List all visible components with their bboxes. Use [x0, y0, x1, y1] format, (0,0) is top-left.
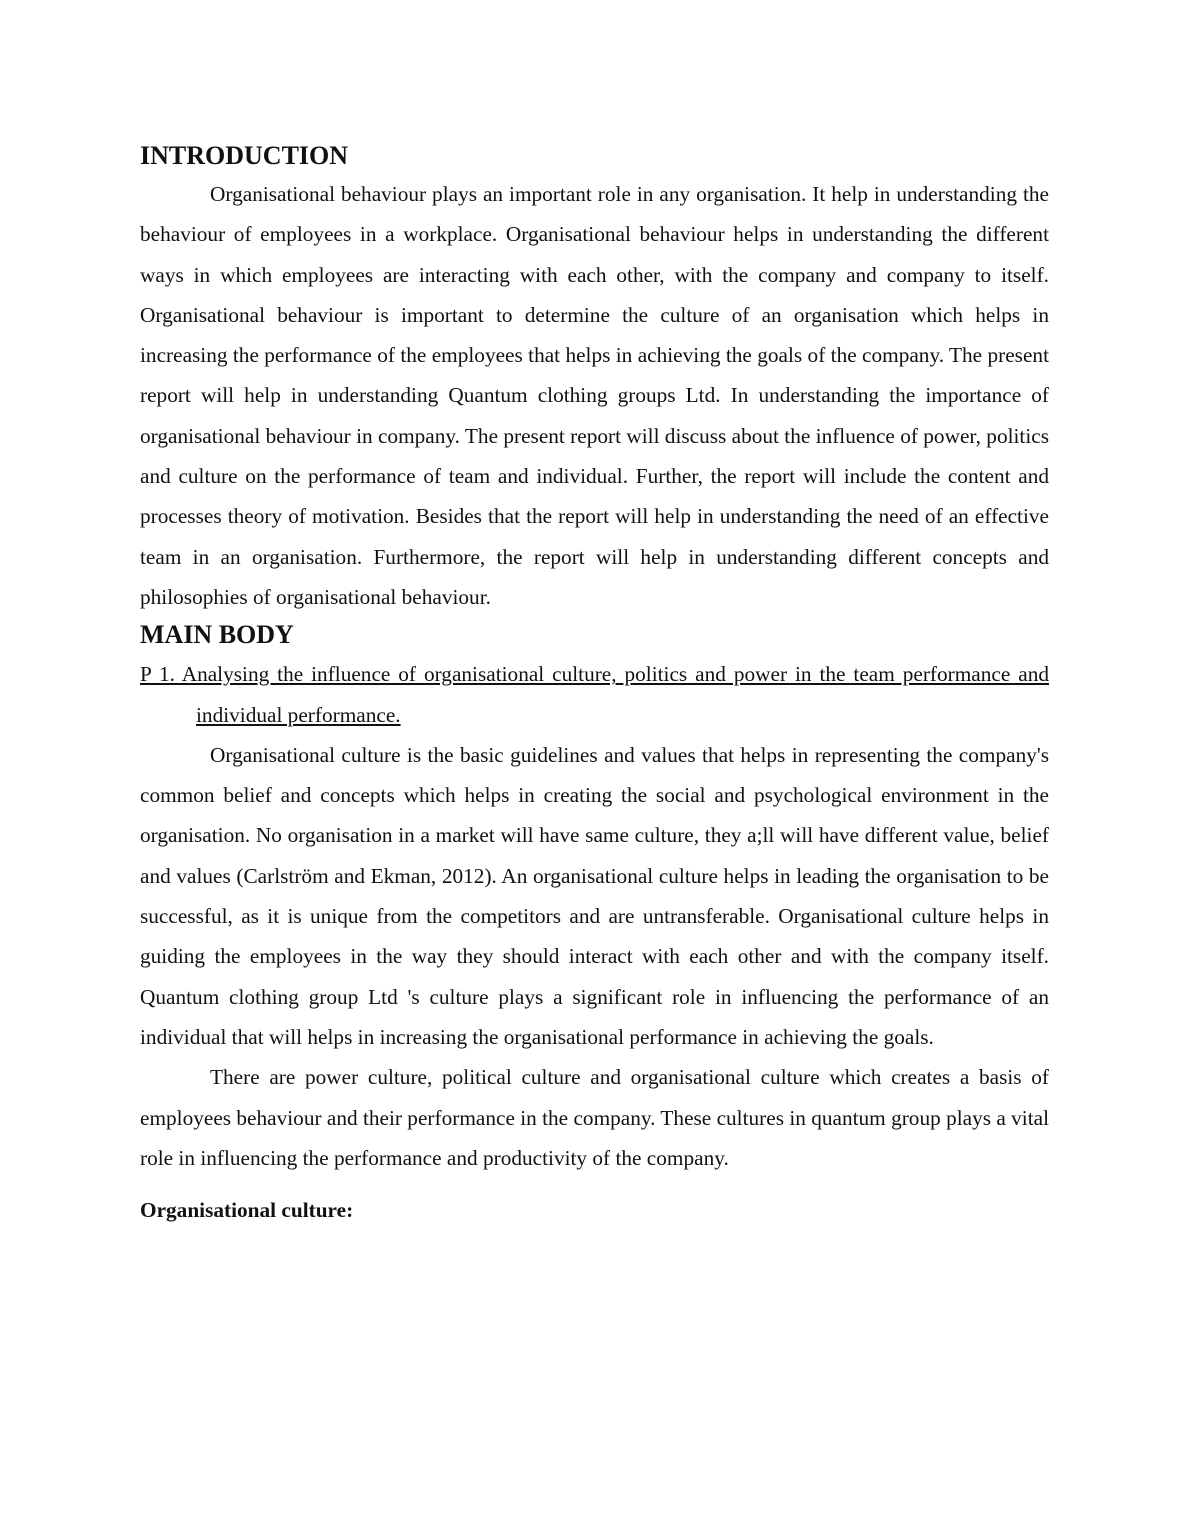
document-page	[140, 138, 1049, 1230]
intro-paragraph: Organisational behaviour plays an important role in any organisation. It help in understanding the behaviour of employees in a workplace. Organisational behaviour helps in understanding the different ways in which employees are interacting with each other, with the company and company to itself. Organisational behaviour is important to determine the culture of an organisation which helps in increasing the performance of the employees that helps in achieving the goals of the company. The present report will help in understanding Quantum clothing groups Ltd. In understanding the importance of organisational behaviour in company. The present report will discuss about the influence of power, politics and culture on the performance of team and individual. Further, the report will include the content and processes theory of motivation. Besides that the report will help in understanding the need of an effective team in an organisation. Furthermore, the report will help in understanding different concepts and philosophies of organisational behaviour.	[140, 182, 1049, 609]
main-body-heading: MAIN BODY	[140, 620, 294, 650]
intro-heading: INTRODUCTION	[140, 141, 349, 170]
organisational-culture-heading: Organisational culture:	[140, 1198, 354, 1223]
p1-subheading: P 1. Analysing the influence of organisational culture, politics and power in the team performance and individual performance.	[140, 662, 1049, 727]
power-paragraph: There are power culture, political culture and organisational culture which creates a basis of employees behaviour and their performance in the company. These cultures in quantum group plays a vital role in influencing the performance and productivity of the company.	[140, 1065, 1049, 1170]
culture-paragraph: Organisational culture is the basic guidelines and values that helps in representing the company's common belief and concepts which helps in creating the social and psychological environment in the organisation. No organisation in a market will have same culture, they a;ll will have different value, belief and values (Carlström and Ekman, 2012). An organisational culture helps in leading the organisation to be successful, as it is unique from the competitors and are untransferable. Organisational culture helps in guiding the employees in the way they should interact with each other and with the company itself. Quantum clothing group Ltd 's culture plays a significant role in influencing the performance of an individual that will helps in increasing the organisational performance in achieving the goals.	[140, 742, 1049, 1049]
